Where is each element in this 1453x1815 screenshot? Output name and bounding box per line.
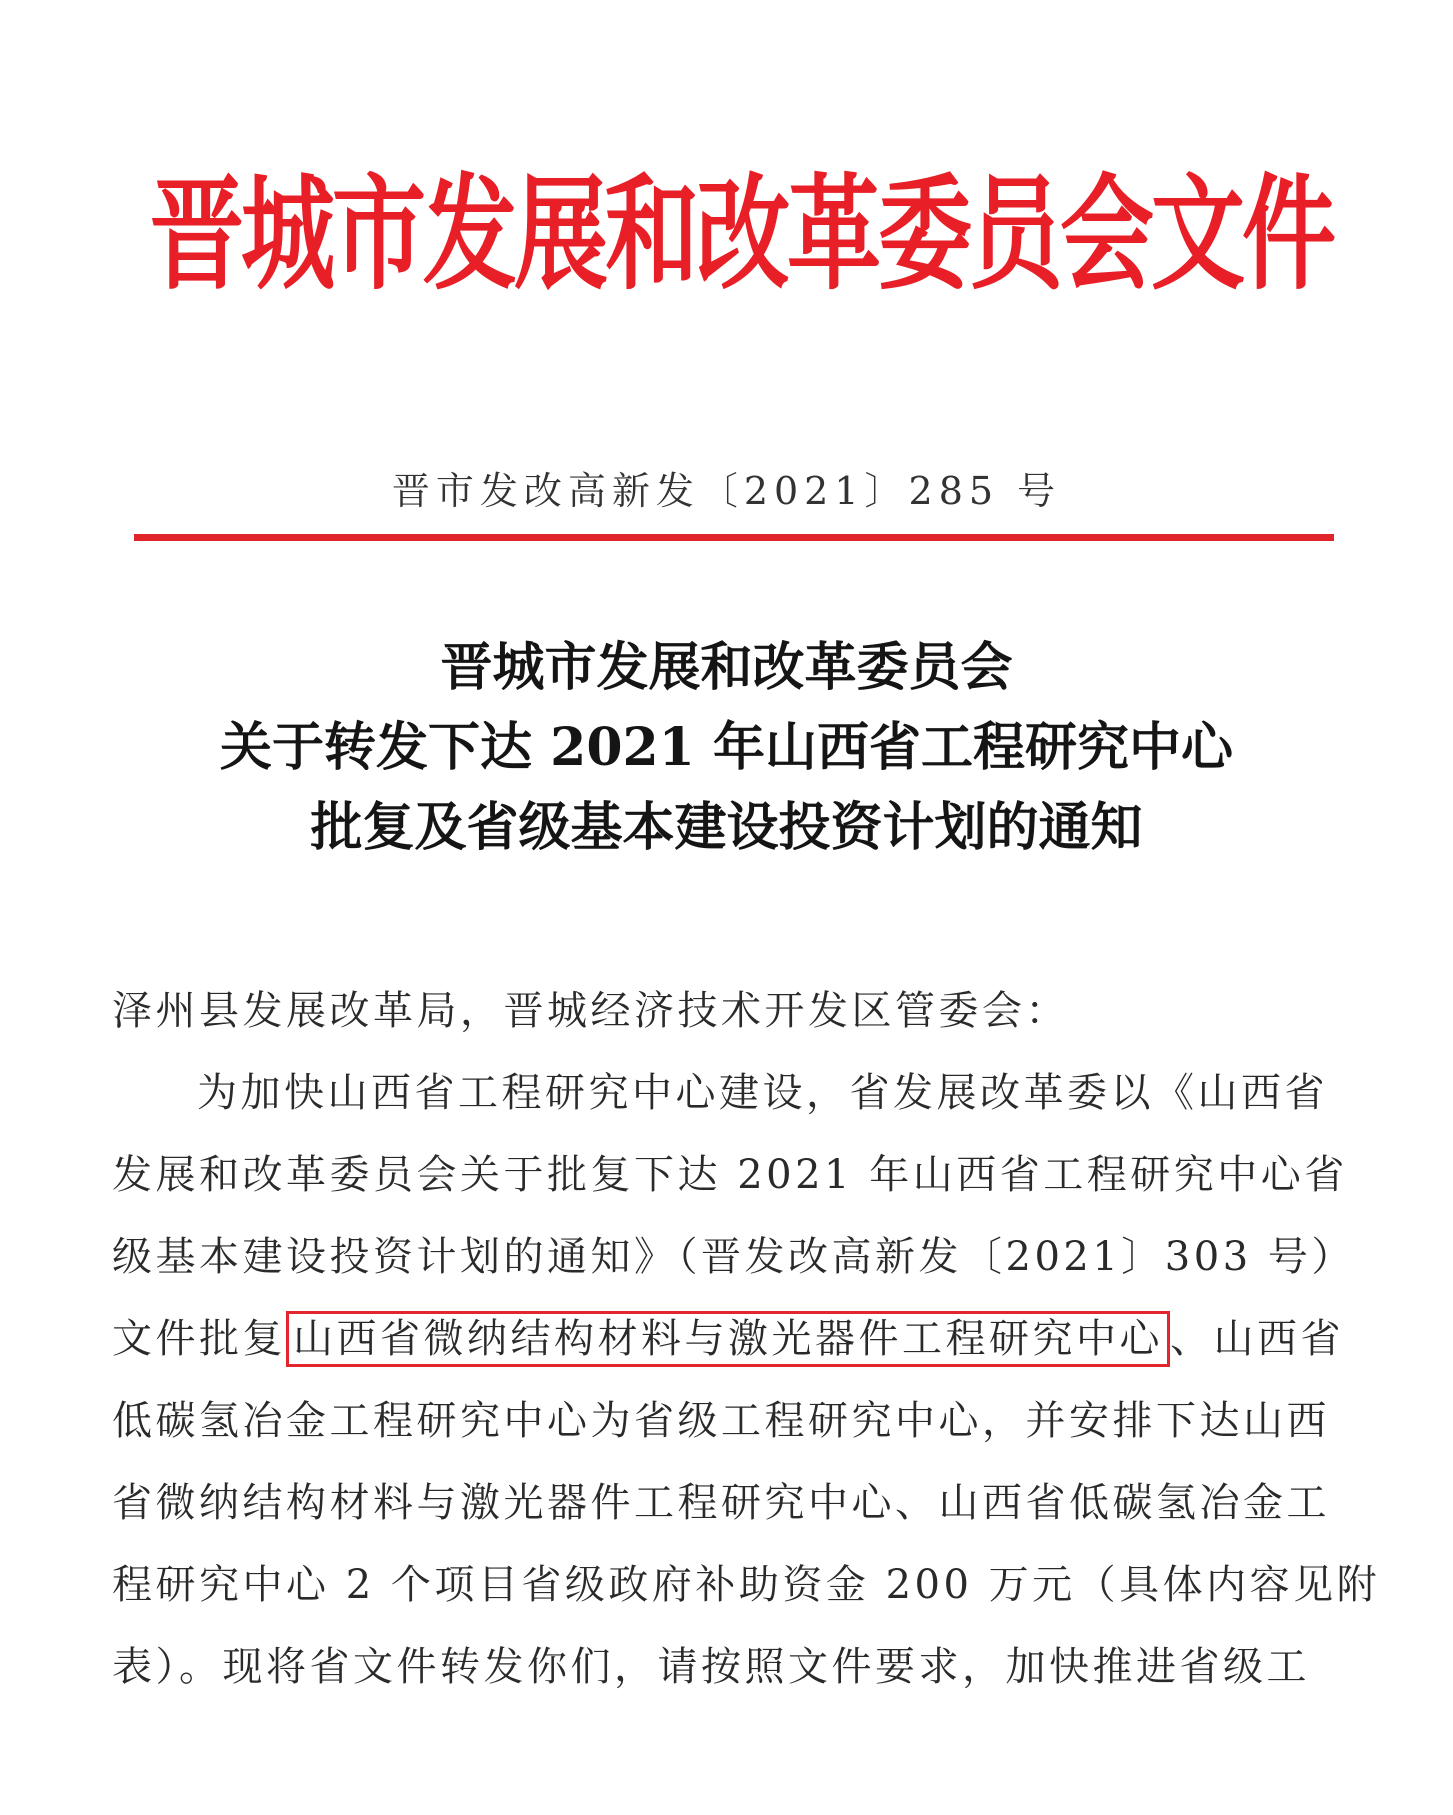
issuer-header: 晋城市发展和改革委员会文件 bbox=[150, 162, 1334, 308]
paragraph-line: 发展和改革委员会关于批复下达 2021 年山西省工程研究中心省 bbox=[112, 1152, 1348, 1198]
document-number: 晋市发改高新发〔2021〕285 号 bbox=[391, 469, 1062, 513]
red-divider-line bbox=[134, 534, 1334, 541]
paragraph-text: 文件批复 bbox=[112, 1316, 286, 1362]
highlighted-center-name: 山西省微纳结构材料与激光器件工程研究中心 bbox=[286, 1311, 1170, 1367]
title-line-2: 关于转发下达 2021 年山西省工程研究中心 bbox=[220, 717, 1233, 778]
document-body bbox=[112, 970, 1381, 1708]
paragraph-line: 为加快山西省工程研究中心建设，省发展改革委以《山西省 bbox=[197, 1070, 1328, 1116]
title-line-3: 批复及省级基本建设投资计划的通知 bbox=[310, 797, 1143, 858]
recipients-line: 泽州县发展改革局，晋城经济技术开发区管委会： bbox=[112, 988, 1069, 1034]
paragraph-line: 省微纳结构材料与激光器件工程研究中心、山西省低碳氢冶金工 bbox=[112, 1480, 1330, 1526]
paragraph-text: 、山西省 bbox=[1170, 1316, 1344, 1362]
paragraph-line: 程研究中心 2 个项目省级政府补助资金 200 万元（具体内容见附 bbox=[112, 1562, 1381, 1608]
paragraph-line: 级基本建设投资计划的通知》（晋发改高新发〔2021〕303 号） bbox=[112, 1234, 1355, 1280]
paragraph-line: 低碳氢冶金工程研究中心为省级工程研究中心，并安排下达山西 bbox=[112, 1398, 1330, 1444]
title-line-1: 晋城市发展和改革委员会 bbox=[440, 637, 1013, 698]
paragraph-line: 表）。现将省文件转发你们，请按照文件要求，加快推进省级工 bbox=[112, 1644, 1310, 1690]
document-title bbox=[0, 628, 1453, 868]
paragraph-line-with-highlight bbox=[112, 1298, 1352, 1380]
